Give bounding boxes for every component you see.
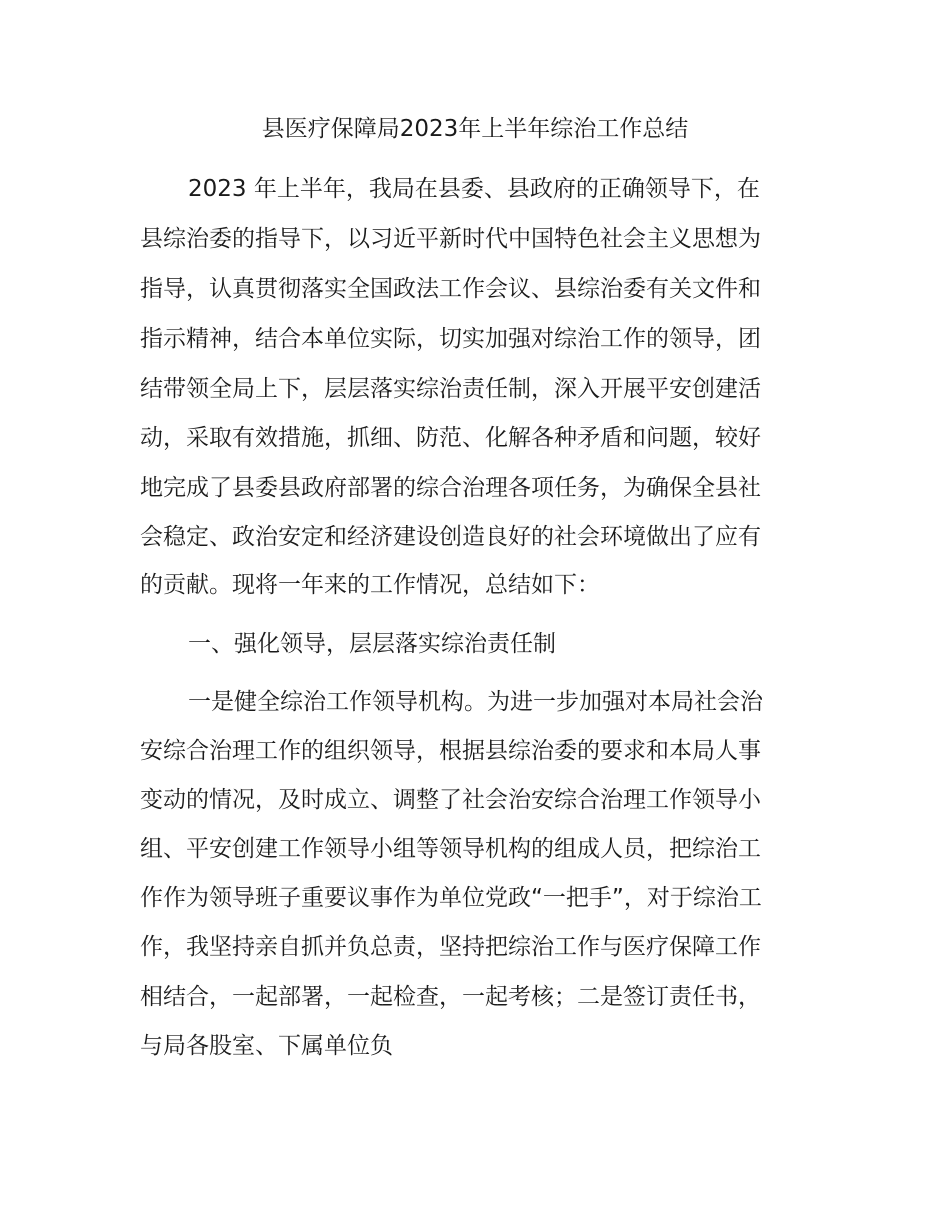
paragraph-line: 的贡献。现将一年来的工作情况，总结如下： <box>140 572 600 598</box>
paragraph-line: 组、平安创建工作领导小组等领导机构的组成人员，把综治工 <box>140 836 761 862</box>
paragraph-line: 变动的情况，及时成立、调整了社会治安综合治理工作领导小 <box>140 787 761 813</box>
paragraph-line: 作作为领导班子重要议事作为单位党政“一把手”，对于综治工 <box>140 885 762 911</box>
paragraph-line: 一是健全综治工作领导机构。为进一步加强对本局社会治 <box>188 689 763 715</box>
paragraph-line: 指导，认真贯彻落实全国政法工作会议、县综治委有关文件和 <box>140 276 761 302</box>
paragraph-line: 结带领全局上下，层层落实综治责任制，深入开展平安创建活 <box>140 376 761 402</box>
paragraph-line: 县综治委的指导下，以习近平新时代中国特色社会主义思想为 <box>140 226 761 252</box>
paragraph-line: 指示精神，结合本单位实际，切实加强对综治工作的领导，团 <box>140 326 761 352</box>
section-heading: 一、强化领导，层层落实综治责任制 <box>188 631 556 657</box>
paragraph-line: 会稳定、政治安定和经济建设创造良好的社会环境做出了应有 <box>140 524 761 550</box>
paragraph-line: 相结合，一起部署，一起检查，一起考核；二是签订责任书， <box>140 984 761 1010</box>
paragraph-line: 安综合治理工作的组织领导，根据县综治委的要求和本局人事 <box>140 738 761 764</box>
paragraph-line: 地完成了县委县政府部署的综合治理各项任务，为确保全县社 <box>140 475 761 501</box>
paragraph-line: 动，采取有效措施，抓细、防范、化解各种矛盾和问题，较好 <box>140 425 761 451</box>
document-title: 县医疗保障局2023年上半年综治工作总结 <box>261 116 689 142</box>
paragraph-line: 2023 年上半年，我局在县委、县政府的正确领导下，在 <box>188 176 760 202</box>
paragraph-line: 作，我坚持亲自抓并负总责，坚持把综治工作与医疗保障工作 <box>140 934 761 960</box>
paragraph-line: 与局各股室、下属单位负 <box>140 1033 393 1059</box>
